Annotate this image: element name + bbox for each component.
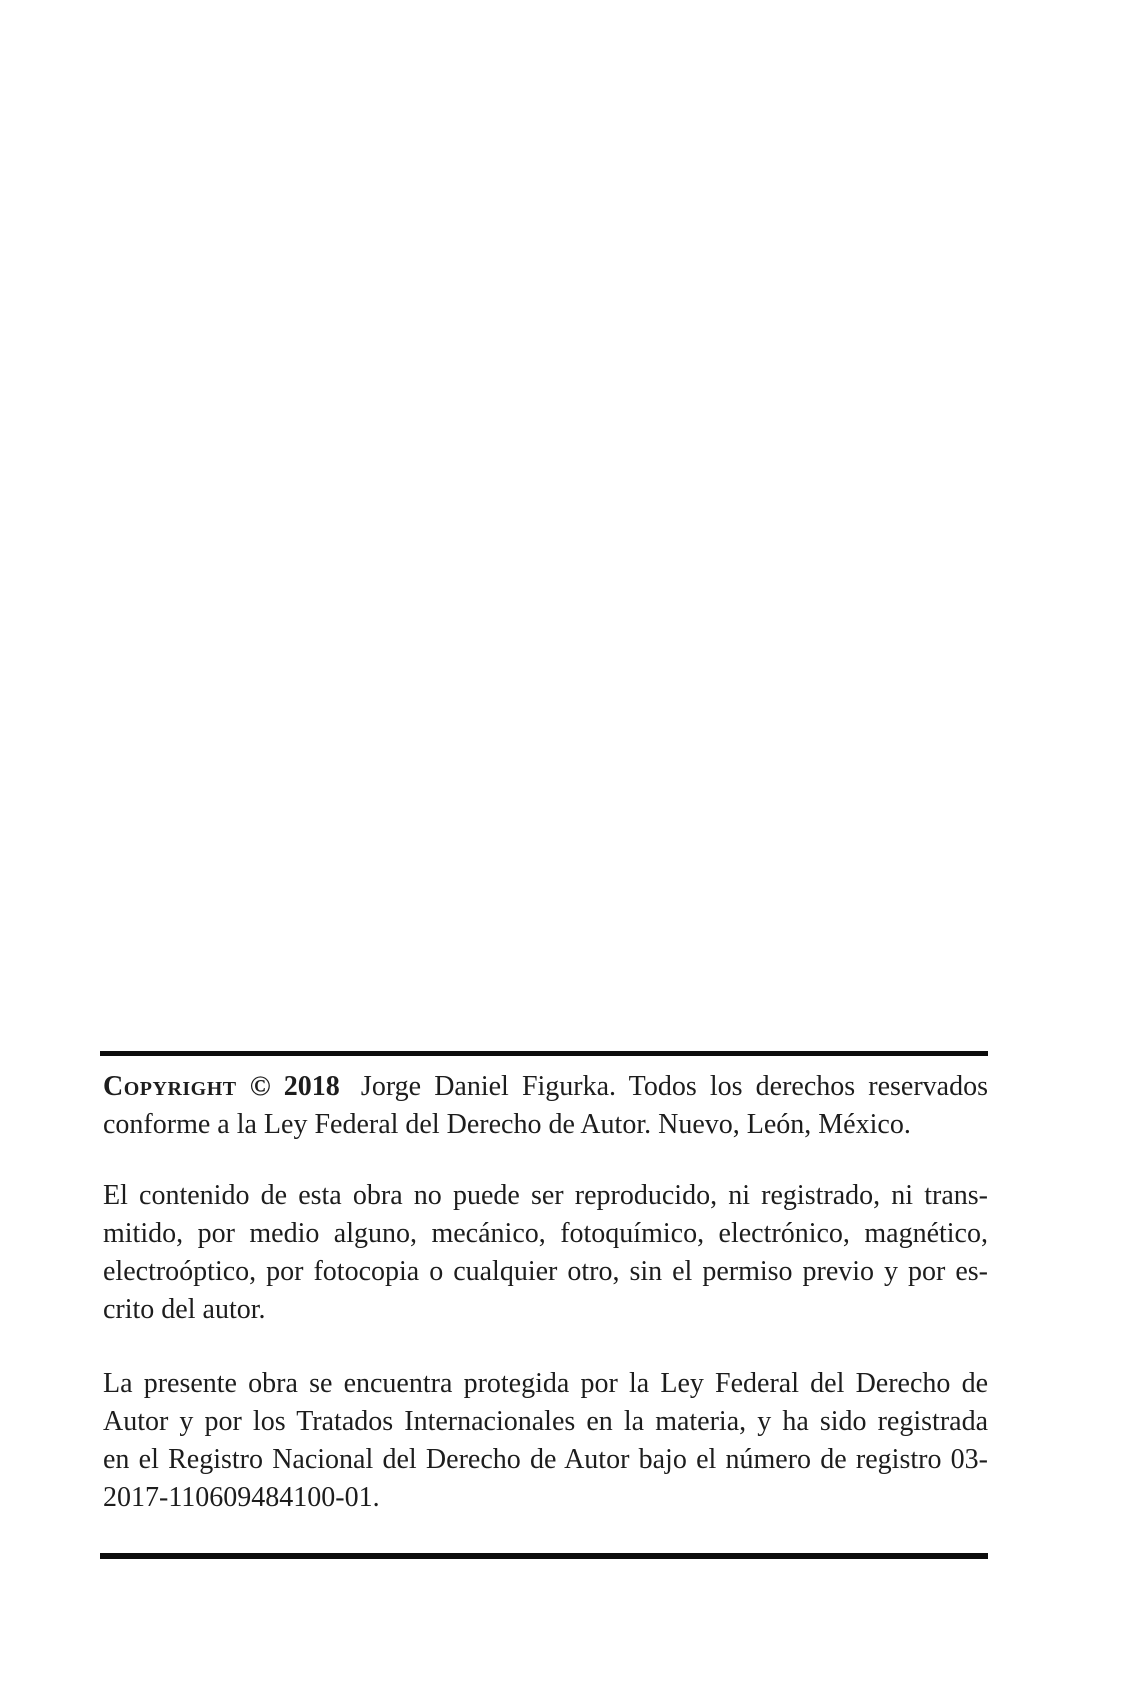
registration-line-2: Autor y por los Tratados Internacionales en la materia, y ha sido registrada	[103, 1406, 988, 1437]
reproduction-line-4: crito del autor.	[103, 1294, 266, 1325]
registration-paragraph	[103, 1365, 988, 1517]
reproduction-rights-paragraph	[103, 1177, 988, 1329]
registration-line-3: en el Registro Nacional del Derecho de Autor bajo el número de registro 03-	[103, 1444, 988, 1475]
bottom-rule	[100, 1553, 988, 1559]
copyright-notice-paragraph	[103, 1068, 988, 1144]
copyright-year: © 2018	[249, 1071, 340, 1102]
reproduction-line-2: mitido, por medio alguno, mecánico, fotoquímico, electrónico, magnético,	[103, 1218, 988, 1249]
reproduction-line-3: electroóptico, por fotocopia o cualquier otro, sin el permiso previo y por es-	[103, 1256, 988, 1287]
copyright-notice-line-1	[103, 1068, 988, 1106]
reproduction-line-1: El contenido de esta obra no puede ser reproducido, ni registrado, ni trans-	[103, 1180, 988, 1211]
copyright-lead-word: Copyright	[103, 1071, 237, 1102]
registration-line-4: 2017-110609484100-01.	[103, 1482, 380, 1513]
copyright-notice-line-2: conforme a la Ley Federal del Derecho de Autor. Nuevo, León, México.	[103, 1109, 911, 1140]
copyright-holder-text: Jorge Daniel Figurka. Todos los derechos reservados	[360, 1071, 988, 1102]
top-rule	[100, 1051, 988, 1056]
registration-line-1: La presente obra se encuentra protegida por la Ley Federal del Derecho de	[103, 1368, 988, 1399]
